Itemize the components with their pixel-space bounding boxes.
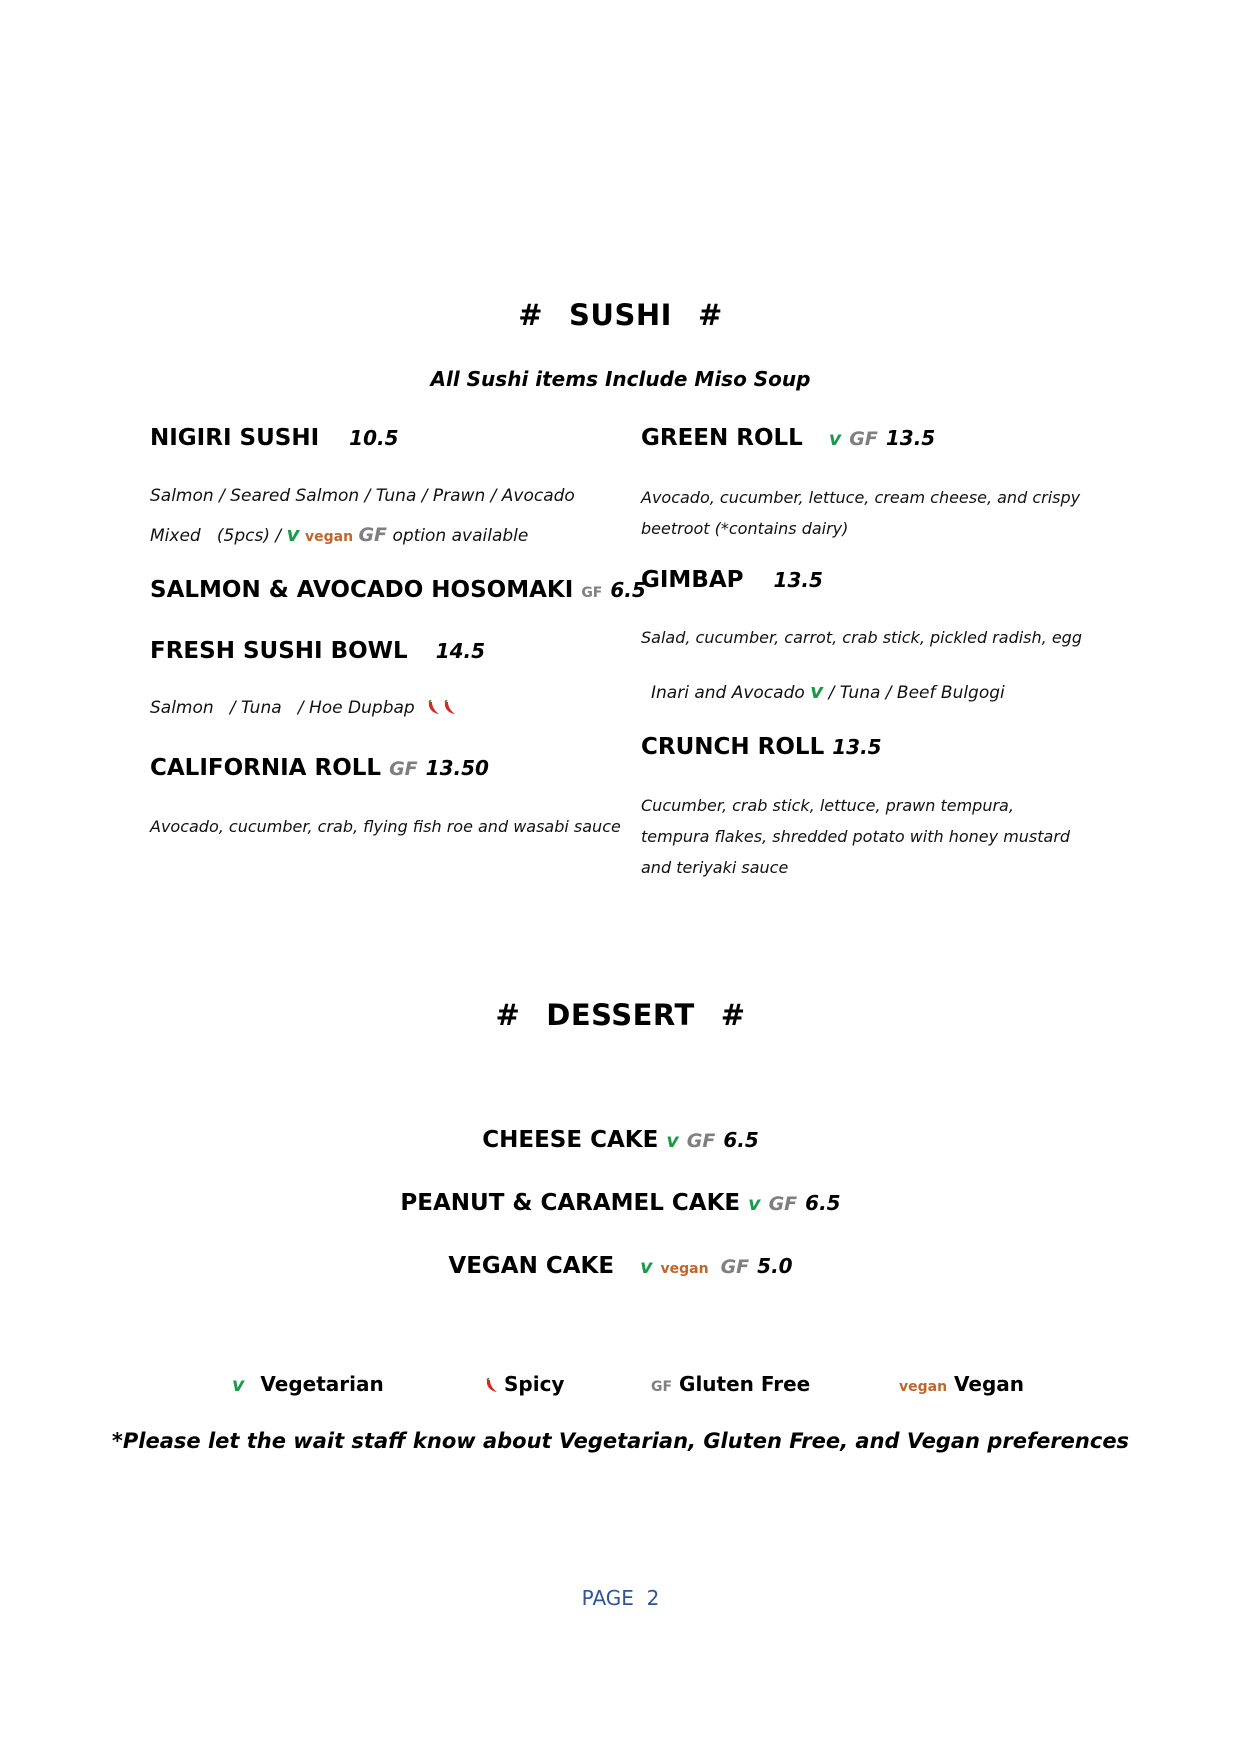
gluten-free-icon: GF [768, 1193, 798, 1215]
vegan-icon: vegan [899, 1379, 948, 1395]
gimbap-description: Salad, cucumber, carrot, crab stick, pickled radish, egg [641, 628, 1082, 647]
gluten-free-icon: GF [358, 524, 388, 546]
item-name: VEGAN CAKE [448, 1253, 615, 1279]
gluten-free-icon: GF [389, 758, 418, 780]
item-name: FRESH SUSHI BOWL [150, 638, 408, 664]
dessert-item-cheese-cake [0, 1127, 1241, 1153]
gimbap-options [651, 679, 1005, 703]
hash-symbol: # [720, 998, 746, 1032]
legend-label: Spicy [504, 1372, 565, 1396]
item-name: CHEESE CAKE [482, 1127, 659, 1153]
legend-gluten-free [651, 1372, 810, 1396]
nigiri-pieces: Mixed (5pcs) / [150, 526, 282, 546]
item-name: GIMBAP [641, 567, 744, 593]
item-price: 6.5 [723, 1128, 759, 1152]
legend-vegan [899, 1372, 1024, 1396]
gluten-free-icon: GF [720, 1256, 750, 1278]
sushi-subtitle: All Sushi items Include Miso Soup [430, 367, 811, 391]
vegetarian-icon: v [666, 1130, 679, 1152]
item-name: PEANUT & CARAMEL CAKE [400, 1190, 741, 1216]
legend-label: Gluten Free [679, 1372, 811, 1396]
item-price: 13.5 [773, 568, 823, 592]
california-roll-description: Avocado, cucumber, crab, flying fish roe and wasabi sauce [150, 817, 621, 836]
item-price: 5.0 [757, 1254, 793, 1278]
sushi-bowl-description [150, 698, 458, 718]
legend-spicy [484, 1372, 564, 1396]
option-text: option available [392, 526, 529, 546]
vegan-icon: vegan [660, 1261, 709, 1277]
vegan-icon: vegan [304, 529, 354, 545]
item-price: 13.50 [425, 756, 489, 780]
dessert-section-title [0, 998, 1241, 1032]
nigiri-description-line2 [150, 522, 528, 546]
item-price: 13.5 [832, 735, 882, 759]
page-number: PAGE 2 [581, 1586, 660, 1610]
green-roll-description: Avocado, cucumber, lettuce, cream cheese, and crispy beetroot (*contains dairy) [641, 488, 1081, 538]
item-name: CALIFORNIA ROLL [150, 755, 382, 781]
menu-item-nigiri [150, 425, 399, 451]
dessert-title: DESSERT [546, 998, 695, 1032]
item-name: NIGIRI SUSHI [150, 425, 320, 451]
nigiri-description-line1: Salmon / Seared Salmon / Tuna / Prawn / Avocado [150, 486, 575, 506]
sushi-title: SUSHI [569, 298, 672, 332]
vegetarian-icon: v [286, 522, 300, 546]
gimbap-option-other: / Tuna / Beef Bulgogi [828, 683, 1005, 703]
item-name: GREEN ROLL [641, 425, 803, 451]
item-name: CRUNCH ROLL [641, 734, 825, 760]
sushi-section-title [0, 298, 1241, 332]
hash-symbol: # [697, 298, 723, 332]
vegetarian-icon: v [748, 1193, 761, 1215]
vegetarian-icon: v [640, 1256, 653, 1278]
item-price: 6.5 [610, 578, 646, 602]
item-name: SALMON & AVOCADO HOSOMAKI [150, 577, 574, 603]
menu-item-sushi-bowl [150, 638, 485, 664]
hash-symbol: # [495, 998, 521, 1032]
vegetarian-icon: v [810, 679, 824, 703]
gluten-free-icon: GF [686, 1130, 716, 1152]
menu-item-gimbap [641, 567, 823, 593]
item-price: 13.5 [885, 426, 936, 450]
menu-item-crunch-roll [641, 734, 882, 760]
vegetarian-icon: v [828, 428, 842, 450]
gluten-free-icon: GF [581, 585, 603, 601]
dietary-note: *Please let the wait staff know about Vegetarian, Gluten Free, and Vegan preferences [111, 1429, 1130, 1453]
menu-item-hosomaki [150, 577, 646, 603]
menu-item-california-roll [150, 755, 489, 781]
chili-icon [484, 1372, 500, 1396]
vegetarian-icon: v [232, 1374, 245, 1396]
legend-label: Vegan [954, 1372, 1025, 1396]
menu-item-green-roll [641, 425, 935, 451]
item-price: 10.5 [349, 426, 399, 450]
item-price: 6.5 [805, 1191, 841, 1215]
item-price: 14.5 [435, 639, 486, 663]
legend-label: Vegetarian [260, 1372, 384, 1396]
gluten-free-icon: GF [651, 1379, 673, 1395]
legend-vegetarian [232, 1372, 384, 1396]
gluten-free-icon: GF [849, 428, 878, 450]
bowl-options: Salmon / Tuna / Hoe Dupbap [150, 698, 415, 718]
gimbap-option-inari: Inari and Avocado [651, 683, 805, 703]
chili-icon [426, 698, 458, 718]
crunch-roll-description: Cucumber, crab stick, lettuce, prawn tempura, tempura flakes, shredded potato with honey mustard and teriyaki sauce [641, 796, 1071, 877]
hash-symbol: # [518, 298, 544, 332]
dessert-item-peanut-caramel-cake [0, 1190, 1241, 1216]
dessert-item-vegan-cake [0, 1253, 1241, 1279]
